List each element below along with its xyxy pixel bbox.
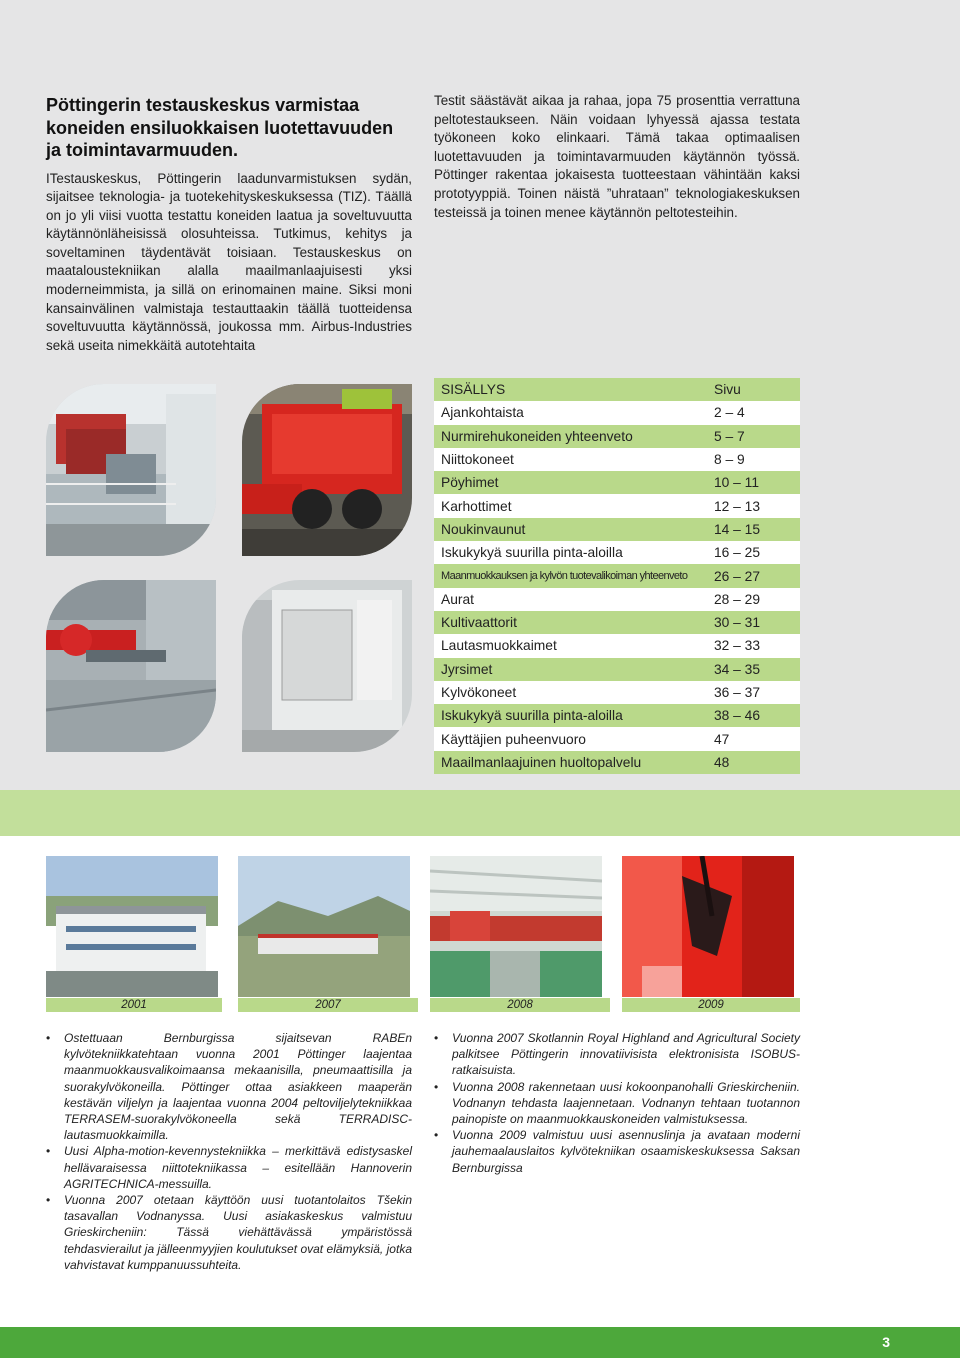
bullet-item: • Vuonna 2008 rakennetaan uusi kokoonpanohalli Grieskircheniin. Vodnanyn tehdasta laajennetaan. Vodnanyn tehtaan tuotannon painopiste on maanmuokkauskoneiden valmistuksessa.	[434, 1079, 800, 1128]
toc-item	[434, 727, 800, 750]
timeline-year-label: 2009	[622, 998, 800, 1012]
toc-item-pages: 34 – 35	[714, 661, 761, 677]
toc-item-title: Niittokoneet	[441, 452, 514, 468]
toc-item-title: Lautasmuokkaimet	[441, 638, 557, 654]
timeline-photo-2001	[46, 856, 218, 997]
timeline-photo-2008	[430, 856, 602, 997]
toc-item-title: Kylvökoneet	[441, 685, 517, 700]
photo-loader-wagon	[242, 384, 412, 556]
toc-item-title: Noukinvaunut	[441, 521, 526, 537]
toc-item-title: Jyrsimet	[441, 661, 493, 677]
table-of-contents	[434, 378, 800, 774]
toc-item-pages: 32 – 33	[714, 638, 761, 654]
intro-right-text: Testit säästävät aikaa ja rahaa, jopa 75 prosenttia verrattuna peltotestaukseen. Näin voidaan lyhyessä ajassa testata työkoneen koko elinkaari. Tämä takaa optimaalisen luotettavuuden ja toimintavarmuuden käytännön työssä. Pöttinger rakentaa jokaisesta tuotteestaan vähintään kaksi prototyyppiä. Toinen näistä ”uhrataan” teknologiakeskuksen testeissä ja toinen menee käytännön peltotesteihin.	[434, 93, 800, 220]
toc-item-pages: 28 – 29	[714, 591, 761, 607]
toc-item	[434, 518, 800, 541]
toc-item-pages: 47	[714, 731, 730, 747]
toc-header-title: SISÄLLYS	[441, 382, 506, 398]
toc-item-pages: 14 – 15	[714, 521, 761, 537]
toc-item	[434, 494, 800, 517]
intro-left-column	[46, 94, 412, 355]
bullet-item: • Vuonna 2009 valmistuu uusi asennuslinja ja avataan moderni jauhemaalauslaitos kylvötekniikan osaamiskeskuksessa Saksan Bernburgissa	[434, 1127, 800, 1176]
bullet-item: • Uusi Alpha-motion-kevennystekniikka – merkittävä edistysaskel hellävaraisessa niittotekniikassa – esitellään Hannoverin AGRITECHNICA-messuilla.	[46, 1143, 412, 1192]
toc-item-title: Iskukykyä suurilla pinta-aloilla	[441, 545, 623, 561]
toc-item-pages: 36 – 37	[714, 685, 761, 700]
toc-item-pages: 2 – 4	[714, 405, 745, 421]
bullet-item: • Vuonna 2007 otetaan käyttöön uusi tuotantolaitos Tšekin tasavallan Vodnanyssa. Uusi asiakaskeskus valmistuu Grieskircheniin: Tässä viehättävässä ympäristössä tehdasvierailut ja jälleenmyyjien koulutukset ovat elämyksiä, jotka vahvistavat kumppanuussuhteita.	[46, 1192, 412, 1273]
toc-item-pages: 16 – 25	[714, 545, 761, 561]
toc-header-page: Sivu	[714, 382, 741, 398]
toc-item-pages: 8 – 9	[714, 452, 745, 468]
timeline-year-label: 2007	[238, 998, 418, 1012]
toc-item-title: Nurmirehukoneiden yhteenveto	[441, 428, 633, 444]
toc-item	[434, 471, 800, 494]
toc-item-pages: 5 – 7	[714, 428, 745, 444]
photo-test-hall	[46, 384, 216, 556]
toc-item-title: Ajankohtaista	[441, 405, 524, 421]
bullets-right-list	[434, 1030, 800, 1176]
bullet-item: • Vuonna 2007 Skotlannin Royal Highland and Agricultural Society palkitsee Pöttingerin innovatiivisista elektronisista ISOBUS-ratkaisuista.	[434, 1030, 800, 1079]
toc-item	[434, 541, 800, 564]
toc-item-title: Maailmanlaajuinen huoltopalvelu	[441, 754, 642, 770]
timeline-year-label: 2008	[430, 998, 610, 1012]
toc-item-title: Maanmuokkauksen ja kylvön tuotevalikoiman yhteenveto	[441, 570, 688, 583]
intro-left-text: ITestauskeskus, Pöttingerin laadunvarmistuksen sydän, sijaitsee teknologia- ja tuotekehityskeskuksessa (TIZ). Täällä on jo yli viisi vuotta testattu koneiden laatua ja soveltuvuutta käytännönläheisissä olosuhteissa. Tutkimus, kehitys ja soveltaminen täydentävät toisiaan. Testauskeskus on maataloustekniikan alalla maailmanlaajuisesti yksi moderneimmista, ja sillä on erinomainen maine. Siksi moni kansainvälinen valmistaja testauttaakin täällä tuotteidensa soveltuvuutta käytännössä, joukossa mm. Airbus-Industries sekä useita nimekkäitä autotehtaita	[46, 170, 412, 353]
intro-right-column	[434, 92, 800, 222]
toc-item	[434, 425, 800, 448]
timeline-year-label: 2001	[46, 998, 222, 1012]
toc-item	[434, 634, 800, 657]
timeline-photo-2009	[622, 856, 794, 997]
toc-item	[434, 681, 800, 704]
photo-climate-chamber	[242, 580, 412, 752]
page-number: 3	[882, 1334, 890, 1350]
toc-item-title: Karhottimet	[441, 498, 512, 514]
toc-item-title: Pöyhimet	[441, 475, 499, 491]
toc-header	[434, 378, 800, 401]
toc-item-pages: 38 – 46	[714, 708, 761, 724]
toc-item-title: Kultivaattorit	[441, 615, 517, 631]
toc-item	[434, 448, 800, 471]
toc-item-pages: 30 – 31	[714, 615, 761, 631]
toc-item	[434, 611, 800, 634]
toc-item	[434, 401, 800, 424]
toc-item	[434, 588, 800, 611]
toc-item-pages: 12 – 13	[714, 498, 761, 514]
bullet-item: • Ostettuaan Bernburgissa sijaitsevan RABEn kylvötekniikkatehtaan vuonna 2001 Pöttinger laajentaa maanmuokkausvalikoimaansa mekaanisilla, pneumaattisilla ja suorakylvökoneilla. Pöttinger ottaa asiakkeen maaperän kestävän viljelyn ja laajentaa vuonna 2004 peltoviljelytekniikkaa TERRASEM-suorakylvökoneella sekä TERRADISC-lautasmuokkaimilla.	[46, 1030, 412, 1143]
toc-item-pages: 48	[714, 754, 730, 770]
intro-heading: Pöttingerin testauskeskus varmistaa koneiden ensiluokkaisen luotettavuuden ja toimintavarmuuden.	[46, 95, 394, 160]
toc-item	[434, 751, 800, 774]
bullets-left-list	[46, 1030, 412, 1273]
green-divider-band	[0, 790, 960, 836]
toc-item-title: Iskukykyä suurilla pinta-aloilla	[441, 708, 623, 724]
toc-item-pages: 10 – 11	[714, 475, 760, 491]
toc-item	[434, 658, 800, 681]
toc-item	[434, 564, 800, 587]
toc-item-title: Aurat	[441, 591, 474, 607]
footer-band	[0, 1327, 960, 1358]
photo-drive-shaft-test	[46, 580, 216, 752]
toc-item-title: Käyttäjien puheenvuoro	[441, 731, 586, 747]
toc-item	[434, 704, 800, 727]
toc-item-pages: 26 – 27	[714, 568, 761, 584]
timeline-photo-2007	[238, 856, 410, 997]
